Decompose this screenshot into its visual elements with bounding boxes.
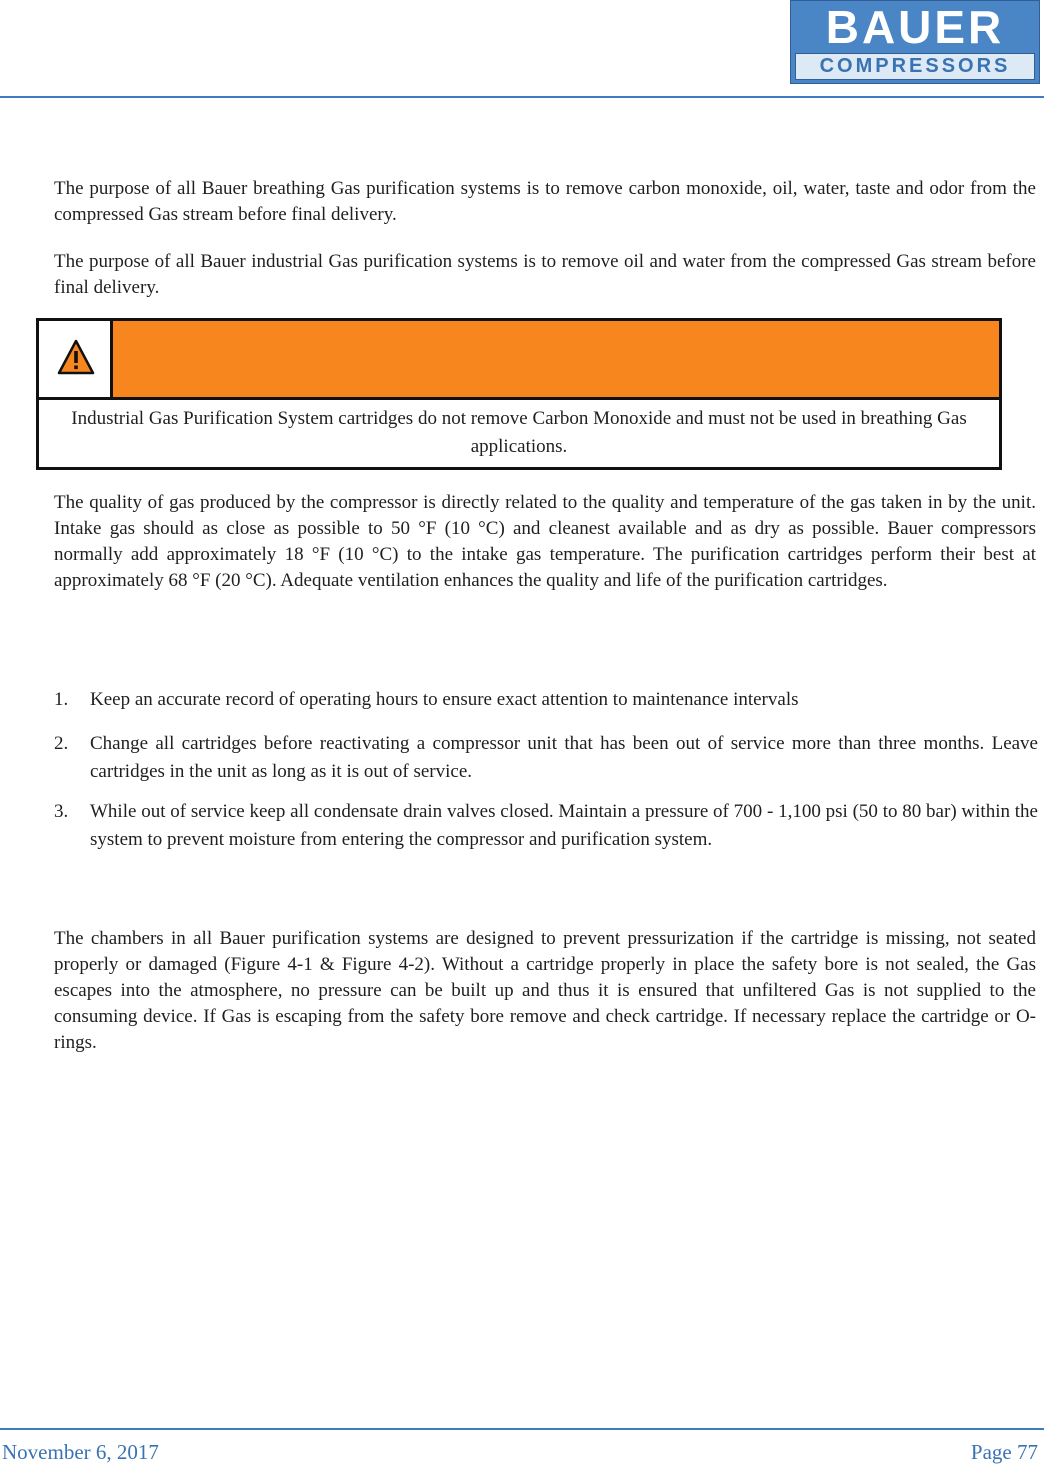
- warning-header-bar: [39, 321, 999, 397]
- footer-page-number: Page 77: [970, 1440, 1038, 1464]
- bauer-logo: [790, 0, 1040, 84]
- safety-bore-paragraph: The chambers in all Bauer purification systems are designed to prevent pressurization if the cartridge is missing, not seated properly or damaged (Figure 4-1 & Figure 4-2). Without a cartridge properly in place the safety bore is not sealed, the Gas escapes into the atmosphere, no pressure can be built up and thus it is ensured that unfiltered Gas is not supplied to the consuming device. If Gas is escaping from the safety bore remove and check cartridge. If necessary replace the cartridge or O-rings.: [54, 928, 1036, 1053]
- maintenance-steps-list: [54, 686, 1038, 854]
- warning-divider: [39, 397, 999, 400]
- footer-date: November 6, 2017: [2, 1440, 159, 1464]
- intro-paragraph-breathing: The purpose of all Bauer breathing Gas purification systems is to remove carbon monoxide, oil, water, taste and odor from the compressed Gas stream before final delivery.: [54, 178, 1036, 225]
- warning-triangle-icon: [57, 339, 95, 375]
- warning-text: Industrial Gas Purification System cartridges do not remove Carbon Monoxide and must not be used in breathing Gas applications.: [71, 408, 967, 457]
- list-item: [54, 686, 1038, 714]
- header-divider: [0, 96, 1044, 98]
- intro-paragraph-industrial: The purpose of all Bauer industrial Gas purification systems is to remove oil and water from the compressed Gas stream before final delivery.: [54, 251, 1036, 298]
- list-item-text: While out of service keep all condensate drain valves closed. Maintain a pressure of 700 - 1,100 psi (50 to 80 bar) within the system to prevent moisture from entering the compressor and purification system.: [90, 801, 1038, 850]
- gas-quality-paragraph: The quality of gas produced by the compressor is directly related to the quality and temperature of the gas taken in by the unit. Intake gas should as close as possible to 50 °F (10 °C) and cleanest available and as dry as possible. Bauer compressors normally add approximately 18 °F (10 °C) to the intake gas temperature. The purification cartridges perform their best at approximately 68 °F (20 °C). Adequate ventilation enhances the quality and life of the purification cartridges.: [54, 492, 1036, 591]
- list-item-text: Keep an accurate record of operating hours to ensure exact attention to maintenance intervals: [90, 689, 799, 710]
- warning-box: [36, 318, 1002, 470]
- warning-icon-cell: [39, 321, 113, 397]
- list-item-number: 2.: [54, 733, 69, 754]
- list-item-text: Change all cartridges before reactivating a compressor unit that has been out of service more than three months. Leave cartridges in the unit as long as it is out of service.: [90, 733, 1038, 782]
- list-item: [54, 730, 1038, 786]
- footer-divider: [0, 1428, 1044, 1430]
- list-item: [54, 798, 1038, 854]
- logo-wordmark: BAUER: [825, 1, 1005, 53]
- logo-subtitle: COMPRESSORS: [795, 53, 1035, 80]
- list-item-number: 3.: [54, 801, 69, 822]
- list-item-number: 1.: [54, 689, 69, 710]
